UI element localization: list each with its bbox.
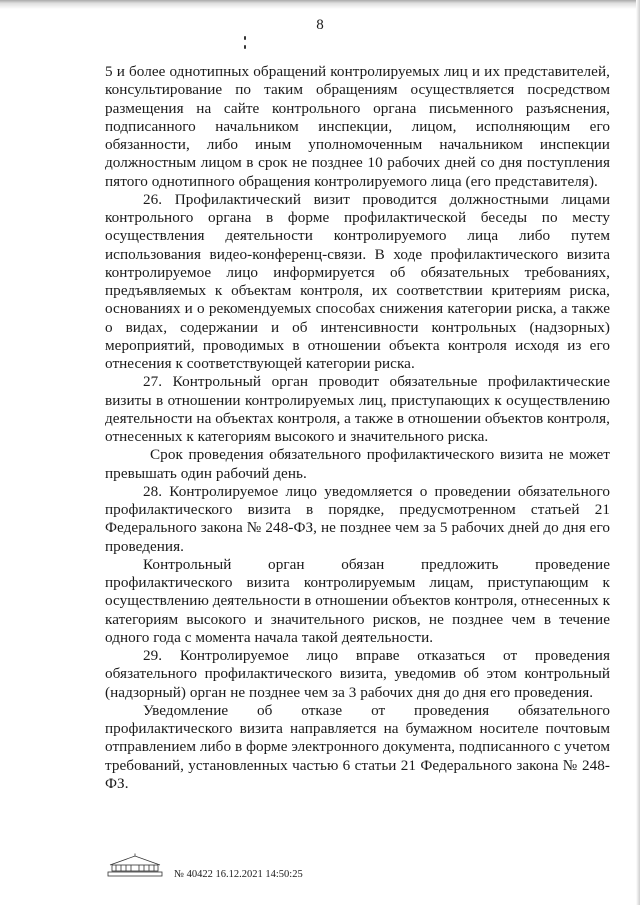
paragraph: Уведомление об отказе от проведения обязательного профилактического визита направляется на бумажном носителе почтовым отправлением либо в форме электронного документа, подписанного с учетом требований, установленных частью 6 статьи 21 Федерального закона № 248-ФЗ. — [105, 701, 610, 792]
scan-edge-shadow — [0, 0, 640, 9]
paragraph: 29. Контролируемое лицо вправе отказаться от проведения обязательного профилактического визита, уведомив об этом контрольный (надзорный) орган не позднее чем за 3 рабочих дня до дня его проведения. — [105, 647, 610, 701]
footer — [106, 853, 366, 881]
scan-edge-right-shadow — [636, 0, 640, 905]
paragraph: Срок проведения обязательного профилактического визита не может превышать один рабочий день. — [105, 446, 610, 482]
paragraph: Контрольный орган обязан предложить проведение профилактического визита контролируемым лицам, приступающим к осуществлению деятельности в отношении объектов контроля, отнесенных к категориям высокого и значительного рисков, не позднее чем в течение одного года с момента начала такой деятельности. — [105, 555, 610, 646]
paragraph: 28. Контролируемое лицо уведомляется о проведении обязательного профилактического визита в порядке, предусмотренном статьей 21 Федерального закона № 248-ФЗ, не позднее чем за 5 рабочих дней до дня его проведения. — [105, 482, 610, 555]
page-number: 8 — [316, 17, 324, 33]
scan-speck — [244, 45, 246, 49]
document-body — [105, 63, 610, 793]
scan-speck — [244, 36, 246, 40]
government-building-stamp-icon — [106, 853, 164, 877]
paragraph: 5 и более однотипных обращений контролируемых лиц и их представителей, консультирование по таким обращениям осуществляется посредством размещения на сайте контрольного органа письменного разъяснения, подписанного начальником инспекции, лицом, исполняющим его обязанности, либо иным уполномоченным начальником инспекции должностным лицом в срок не позднее 10 рабочих дней со дня поступления пятого однотипного обращения контролируемого лица (его представителя). — [105, 63, 610, 190]
paragraph: 26. Профилактический визит проводится должностными лицами контрольного органа в форме профилактической беседы по месту осуществления деятельности контролируемого лица либо путем использования видео-конференц-связи. В ходе профилактического визита контролируемое лицо информируется об обязательных требованиях, предъявляемых к объектам контроля, их соответствии критериям риска, основаниях и о рекомендуемых способах снижения категории риска, а также о видах, содержании и об интенсивности контрольных (надзорных) мероприятий, проводимых в отношении объекта контроля исходя из его отнесения к соответствующей категории риска. — [105, 190, 610, 372]
paragraph: 27. Контрольный орган проводит обязательные профилактические визиты в отношении контролируемых лиц, приступающих к осуществлению деятельности на объектах контроля, а также в отношении объектов контроля, отнесенных к категориям высокого и значительного риска. — [105, 373, 610, 445]
registration-number: № 40422 16.12.2021 14:50:25 — [174, 869, 303, 880]
